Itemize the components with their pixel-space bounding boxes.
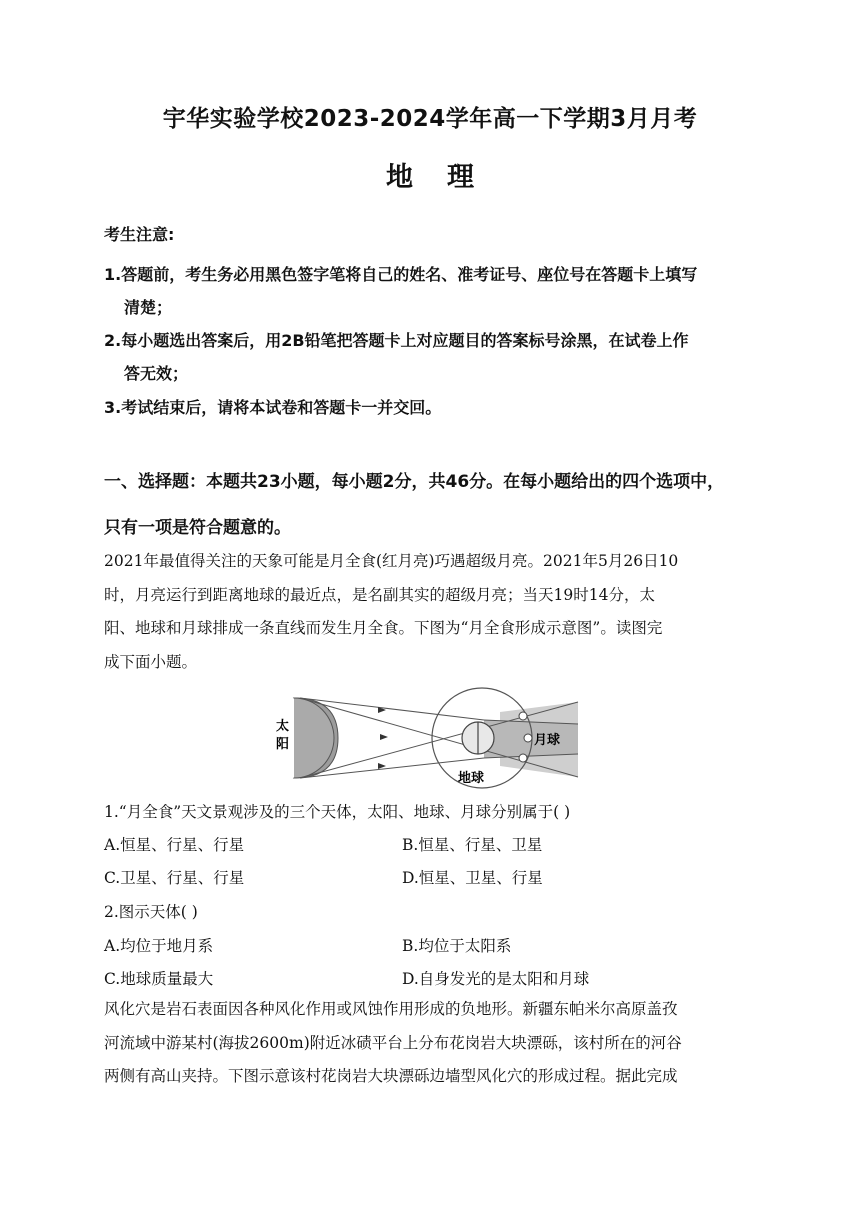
moon-label: 月球 [534, 733, 561, 748]
passage-1-line: 2021年最值得关注的天象可能是月全食(红月亮)巧遇超级月亮。2021年5月26日10 [104, 552, 679, 570]
question-1-option-c: C.卫星、行星、行星 [104, 869, 245, 887]
subject-title: 地理 [386, 162, 508, 193]
question-1-option-b: B.恒星、行星、卫星 [402, 836, 543, 854]
notice-item-1-line2: 清楚； [124, 298, 173, 317]
passage-2-line: 风化穴是岩石表面因各种风化作用或风蚀作用形成的负地形。新疆东帕米尔高原盖孜 [104, 1000, 678, 1018]
question-1-stem: 1.“月全食”天文景观涉及的三个天体，太阳、地球、月球分别属于( ) [104, 803, 571, 821]
passage-2-line: 河流域中游某村(海拔2600m)附近冰碛平台上分布花岗岩大块漂砾，该村所在的河谷 [104, 1033, 682, 1052]
passage-1 [104, 545, 754, 679]
notice-item-2-line1: 2.每小题选出答案后，用2B铅笔把答题卡上对应题目的答案标号涂黑，在试卷上作 [104, 331, 689, 350]
sun-label: 阳 [276, 737, 290, 752]
passage-2-line: 两侧有高山夹持。下图示意该村花岗岩大块漂砾边墙型风化穴的形成过程。据此完成 [104, 1067, 678, 1085]
moon-position [524, 734, 532, 742]
question-2-option-d: D.自身发光的是太阳和月球 [402, 970, 590, 988]
section-heading-line1: 一、选择题：本题共23小题，每小题2分，共46分。在每小题给出的四个选项中， [104, 472, 725, 492]
passage-1-line: 时，月亮运行到距离地球的最近点，是名副其实的超级月亮；当天19时14分，太 [104, 585, 655, 604]
section-heading-line2: 只有一项是符合题意的。 [104, 518, 291, 538]
earth-label: 地球 [458, 771, 485, 786]
notice-heading: 考生注意: [104, 225, 175, 244]
question-1-option-d: D.恒星、卫星、行星 [402, 869, 543, 887]
moon-position [519, 754, 527, 762]
passage-1-line: 成下面小题。 [104, 652, 198, 671]
notice-item-3-line1: 3.考试结束后，请将本试卷和答题卡一并交回。 [104, 398, 442, 417]
passage-1-line: 阳、地球和月球排成一条直线而发生月全食。下图为“月全食形成示意图”。读图完 [104, 619, 663, 637]
question-2-option-b: B.均位于太阳系 [402, 937, 512, 955]
question-2-option-c: C.地球质量最大 [104, 970, 214, 988]
question-2-option-a: A.均位于地月系 [104, 937, 214, 955]
question-1-option-a: A.恒星、行星、行星 [104, 836, 245, 854]
sun-label: 太 [276, 719, 290, 734]
question-2-stem: 2.图示天体( ) [104, 903, 198, 921]
notice-item-1 [104, 258, 754, 324]
exam-title: 宇华实验学校2023-2024学年高一下学期3月月考 [162, 106, 698, 132]
lunar-eclipse-diagram [270, 682, 590, 797]
passage-2 [104, 993, 754, 1094]
notice-item-1-line1: 1.答题前，考生务必用黑色签字笔将自己的姓名、准考证号、座位号在答题卡上填写 [104, 265, 698, 284]
notice-item-2-line2: 答无效； [124, 364, 189, 383]
notice-item-3 [104, 391, 754, 424]
moon-position [519, 712, 527, 720]
notice-item-2 [104, 324, 754, 390]
